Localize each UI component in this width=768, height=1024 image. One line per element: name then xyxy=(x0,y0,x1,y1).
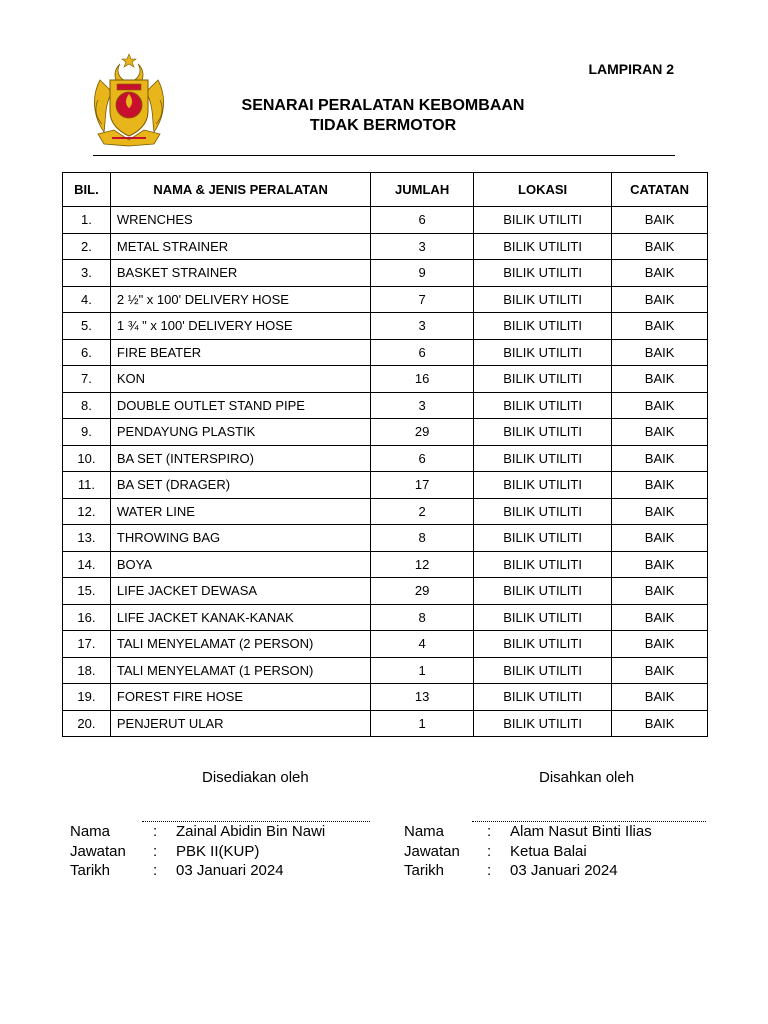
equipment-name: LIFE JACKET KANAK-KANAK xyxy=(110,604,370,631)
table-row xyxy=(63,419,708,446)
equipment-note: BAIK xyxy=(612,339,708,366)
table-row xyxy=(63,525,708,552)
equipment-name: BA SET (INTERSPIRO) xyxy=(110,445,370,472)
equipment-quantity: 3 xyxy=(371,313,474,340)
table-row xyxy=(63,604,708,631)
equipment-quantity: 3 xyxy=(371,233,474,260)
equipment-note: BAIK xyxy=(612,313,708,340)
col-header-location: LOKASI xyxy=(473,173,611,207)
row-number: 13. xyxy=(63,525,111,552)
row-number: 3. xyxy=(63,260,111,287)
row-number: 18. xyxy=(63,657,111,684)
equipment-note: BAIK xyxy=(612,207,708,234)
table-row xyxy=(63,472,708,499)
row-number: 14. xyxy=(63,551,111,578)
row-number: 7. xyxy=(63,366,111,393)
prepared-by-block xyxy=(70,822,325,881)
table-row xyxy=(63,551,708,578)
equipment-location: BILIK UTILITI xyxy=(473,498,611,525)
equipment-location: BILIK UTILITI xyxy=(473,525,611,552)
separator: : xyxy=(487,862,492,879)
approved-position: Ketua Balai xyxy=(510,842,587,860)
date-label: Tarikh xyxy=(404,862,445,879)
table-row xyxy=(63,366,708,393)
equipment-quantity: 29 xyxy=(371,578,474,605)
table-row xyxy=(63,207,708,234)
separator: : xyxy=(487,842,492,860)
row-number: 19. xyxy=(63,684,111,711)
table-row xyxy=(63,260,708,287)
table-row xyxy=(63,684,708,711)
table-row xyxy=(63,339,708,366)
equipment-location: BILIK UTILITI xyxy=(473,419,611,446)
equipment-location: BILIK UTILITI xyxy=(473,551,611,578)
equipment-location: BILIK UTILITI xyxy=(473,472,611,499)
row-number: 4. xyxy=(63,286,111,313)
equipment-location: BILIK UTILITI xyxy=(473,684,611,711)
equipment-quantity: 8 xyxy=(371,525,474,552)
row-number: 16. xyxy=(63,604,111,631)
equipment-quantity: 4 xyxy=(371,631,474,658)
equipment-location: BILIK UTILITI xyxy=(473,445,611,472)
equipment-location: BILIK UTILITI xyxy=(473,366,611,393)
col-header-notes: CATATAN xyxy=(612,173,708,207)
table-row xyxy=(63,286,708,313)
equipment-name: METAL STRAINER xyxy=(110,233,370,260)
equipment-quantity: 3 xyxy=(371,392,474,419)
table-row xyxy=(63,710,708,737)
bomba-crest-icon xyxy=(90,50,168,148)
table-row xyxy=(63,445,708,472)
equipment-quantity: 2 xyxy=(371,498,474,525)
equipment-name: WATER LINE xyxy=(110,498,370,525)
row-number: 2. xyxy=(63,233,111,260)
equipment-location: BILIK UTILITI xyxy=(473,578,611,605)
equipment-name: THROWING BAG xyxy=(110,525,370,552)
row-number: 11. xyxy=(63,472,111,499)
equipment-name: TALI MENYELAMAT (2 PERSON) xyxy=(110,631,370,658)
equipment-location: BILIK UTILITI xyxy=(473,233,611,260)
table-row xyxy=(63,313,708,340)
equipment-location: BILIK UTILITI xyxy=(473,207,611,234)
row-number: 6. xyxy=(63,339,111,366)
row-number: 9. xyxy=(63,419,111,446)
equipment-note: BAIK xyxy=(612,551,708,578)
separator: : xyxy=(153,823,158,840)
equipment-name: DOUBLE OUTLET STAND PIPE xyxy=(110,392,370,419)
equipment-name: BA SET (DRAGER) xyxy=(110,472,370,499)
equipment-note: BAIK xyxy=(612,498,708,525)
equipment-note: BAIK xyxy=(612,578,708,605)
equipment-location: BILIK UTILITI xyxy=(473,260,611,287)
prepared-by-heading: Disediakan oleh xyxy=(202,769,309,786)
equipment-note: BAIK xyxy=(612,710,708,737)
row-number: 17. xyxy=(63,631,111,658)
equipment-name: WRENCHES xyxy=(110,207,370,234)
separator: : xyxy=(153,842,158,860)
equipment-name: 1 ¾ " x 100' DELIVERY HOSE xyxy=(110,313,370,340)
equipment-note: BAIK xyxy=(612,233,708,260)
col-header-bil: BIL. xyxy=(63,173,111,207)
equipment-note: BAIK xyxy=(612,472,708,499)
equipment-name: BASKET STRAINER xyxy=(110,260,370,287)
equipment-note: BAIK xyxy=(612,445,708,472)
equipment-note: BAIK xyxy=(612,525,708,552)
position-label: Jawatan xyxy=(70,842,126,860)
appendix-label: LAMPIRAN 2 xyxy=(588,61,674,77)
table-row xyxy=(63,392,708,419)
row-number: 10. xyxy=(63,445,111,472)
equipment-location: BILIK UTILITI xyxy=(473,392,611,419)
equipment-note: BAIK xyxy=(612,392,708,419)
equipment-note: BAIK xyxy=(612,286,708,313)
equipment-quantity: 29 xyxy=(371,419,474,446)
equipment-note: BAIK xyxy=(612,604,708,631)
col-header-qty: JUMLAH xyxy=(371,173,474,207)
equipment-quantity: 6 xyxy=(371,445,474,472)
page-subtitle: TIDAK BERMOTOR xyxy=(309,117,457,134)
equipment-quantity: 12 xyxy=(371,551,474,578)
equipment-quantity: 7 xyxy=(371,286,474,313)
position-label: Jawatan xyxy=(404,842,460,860)
separator: : xyxy=(153,862,158,879)
equipment-table xyxy=(62,172,708,737)
row-number: 15. xyxy=(63,578,111,605)
equipment-name: KON xyxy=(110,366,370,393)
equipment-location: BILIK UTILITI xyxy=(473,286,611,313)
equipment-name: FIRE BEATER xyxy=(110,339,370,366)
equipment-location: BILIK UTILITI xyxy=(473,631,611,658)
equipment-quantity: 6 xyxy=(371,339,474,366)
row-number: 12. xyxy=(63,498,111,525)
equipment-name: PENJERUT ULAR xyxy=(110,710,370,737)
table-row xyxy=(63,498,708,525)
equipment-quantity: 1 xyxy=(371,710,474,737)
equipment-quantity: 1 xyxy=(371,657,474,684)
row-number: 8. xyxy=(63,392,111,419)
prepared-position: PBK II(KUP) xyxy=(176,842,260,860)
equipment-name: PENDAYUNG PLASTIK xyxy=(110,419,370,446)
name-label: Nama xyxy=(404,823,445,840)
equipment-note: BAIK xyxy=(612,260,708,287)
equipment-quantity: 17 xyxy=(371,472,474,499)
equipment-name: BOYA xyxy=(110,551,370,578)
equipment-location: BILIK UTILITI xyxy=(473,313,611,340)
approved-name: Alam Nasut Binti Ilias xyxy=(510,823,652,840)
separator: : xyxy=(487,823,492,840)
approved-by-block xyxy=(404,822,652,881)
col-header-name: NAMA & JENIS PERALATAN xyxy=(110,173,370,207)
table-row xyxy=(63,233,708,260)
equipment-quantity: 13 xyxy=(371,684,474,711)
page-title: SENARAI PERALATAN KEBOMBAAN xyxy=(241,97,525,114)
equipment-note: BAIK xyxy=(612,684,708,711)
equipment-note: BAIK xyxy=(612,657,708,684)
table-row xyxy=(63,578,708,605)
equipment-quantity: 8 xyxy=(371,604,474,631)
name-label: Nama xyxy=(70,823,111,840)
approved-date: 03 Januari 2024 xyxy=(510,862,618,879)
row-number: 1. xyxy=(63,207,111,234)
approved-by-heading: Disahkan oleh xyxy=(539,769,635,786)
equipment-note: BAIK xyxy=(612,419,708,446)
date-label: Tarikh xyxy=(70,862,111,879)
equipment-note: BAIK xyxy=(612,631,708,658)
equipment-name: LIFE JACKET DEWASA xyxy=(110,578,370,605)
table-header-row xyxy=(63,173,708,207)
equipment-location: BILIK UTILITI xyxy=(473,657,611,684)
prepared-name: Zainal Abidin Bin Nawi xyxy=(176,823,326,840)
equipment-location: BILIK UTILITI xyxy=(473,339,611,366)
table-row xyxy=(63,657,708,684)
row-number: 20. xyxy=(63,710,111,737)
equipment-note: BAIK xyxy=(612,366,708,393)
table-row xyxy=(63,631,708,658)
equipment-name: 2 ½" x 100' DELIVERY HOSE xyxy=(110,286,370,313)
row-number: 5. xyxy=(63,313,111,340)
equipment-quantity: 16 xyxy=(371,366,474,393)
equipment-name: TALI MENYELAMAT (1 PERSON) xyxy=(110,657,370,684)
equipment-location: BILIK UTILITI xyxy=(473,710,611,737)
equipment-quantity: 9 xyxy=(371,260,474,287)
equipment-name: FOREST FIRE HOSE xyxy=(110,684,370,711)
prepared-date: 03 Januari 2024 xyxy=(176,862,284,879)
equipment-quantity: 6 xyxy=(371,207,474,234)
title-divider xyxy=(93,155,675,156)
equipment-location: BILIK UTILITI xyxy=(473,604,611,631)
